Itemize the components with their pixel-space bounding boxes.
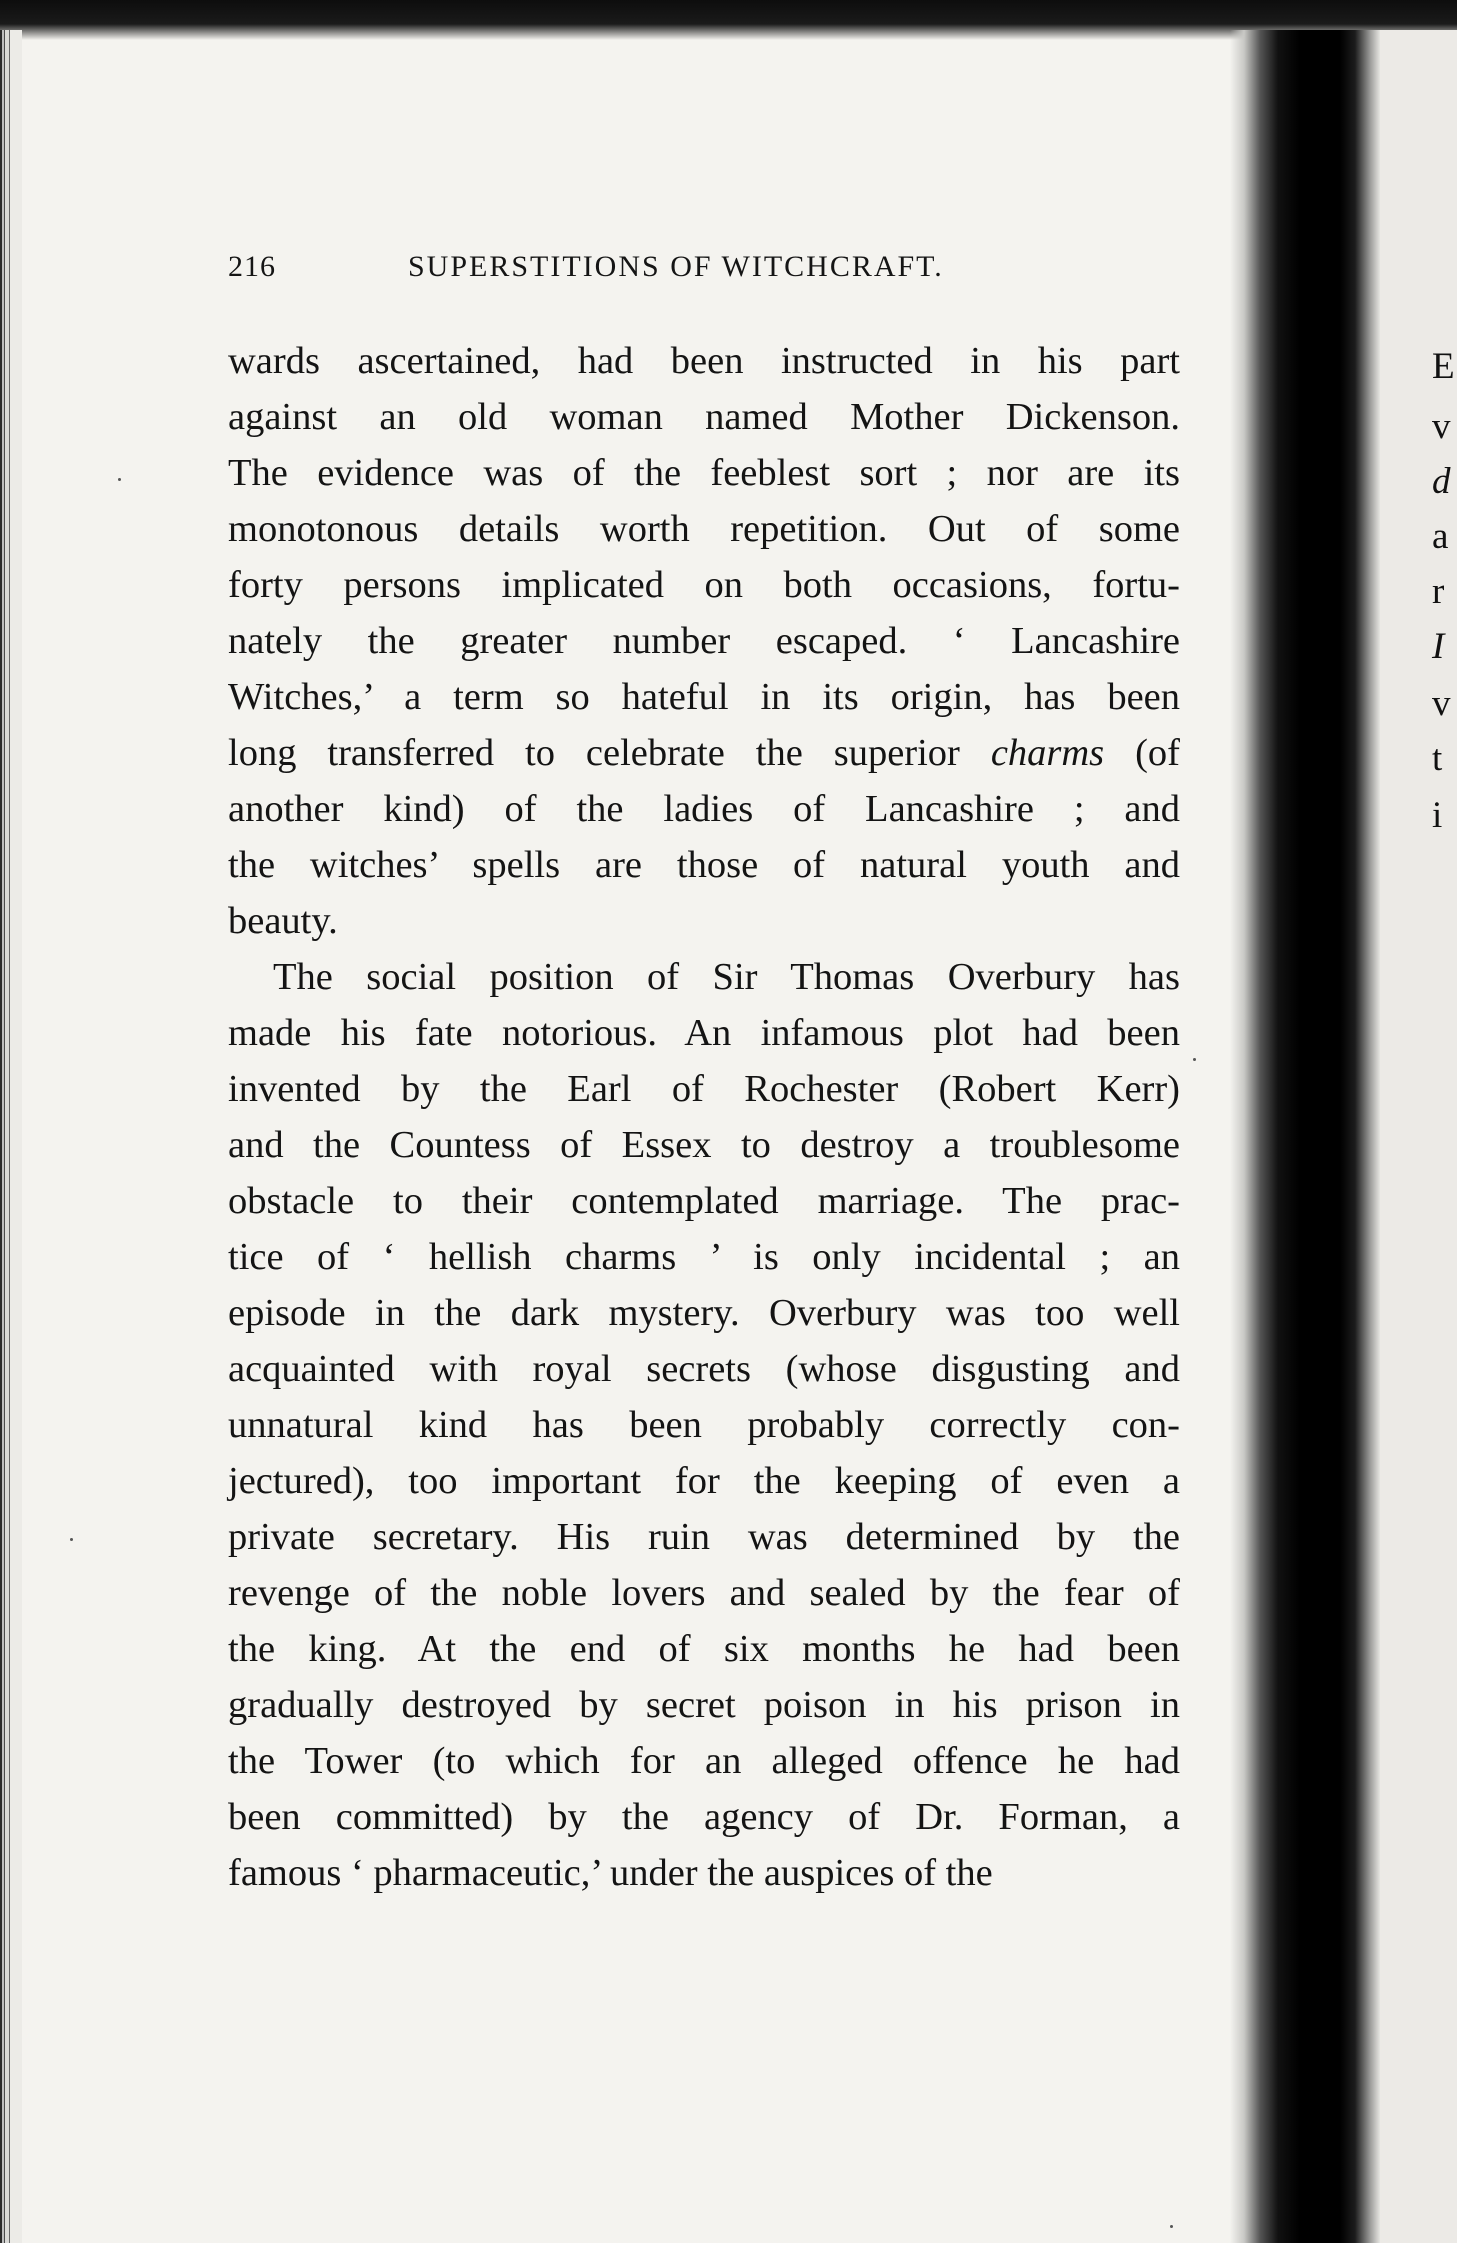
paper-speck (118, 478, 121, 481)
text-line: The social position of Sir Thomas Overbury has (273, 956, 1180, 998)
text-line: tice of ‘ hellish charms ’ is only incidental ; an (228, 1236, 1180, 1278)
text-line: monotonous details worth repetition. Out of some (228, 508, 1180, 550)
text-segment: long transferred to celebrate the superior (228, 732, 991, 774)
text-line: The evidence was of the feeblest sort ; nor are its (228, 452, 1180, 494)
text-line: obstacle to their contemplated marriage. The prac- (228, 1180, 1180, 1222)
paragraph-1 (228, 333, 1180, 949)
facing-page-letter: d (1432, 461, 1451, 502)
text-line: famous ‘ pharmaceutic,’ under the auspices of the (228, 1852, 993, 1894)
facing-page-letter: t (1432, 738, 1443, 779)
text-segment: (of (1104, 732, 1180, 774)
text-line: jectured), too important for the keeping of even a (228, 1460, 1180, 1502)
paragraph-2 (228, 949, 1180, 1901)
text-line: beauty. (228, 900, 338, 942)
text-line: invented by the Earl of Rochester (Robert Kerr) (228, 1068, 1180, 1110)
facing-page-letter: a (1432, 516, 1449, 557)
text-line: the king. At the end of six months he had been (228, 1628, 1180, 1670)
text-line: episode in the dark mystery. Overbury was too well (228, 1292, 1180, 1334)
text-line: wards ascertained, had been instructed in his part (228, 340, 1180, 382)
page-edge-left (0, 30, 22, 2243)
text-line: revenge of the noble lovers and sealed by the fear of (228, 1572, 1180, 1614)
text-line: the witches’ spells are those of natural youth and (228, 844, 1180, 886)
body-text (228, 333, 1180, 1901)
paper-speck (1193, 1058, 1196, 1061)
page-number: 216 (228, 250, 276, 283)
text-line (228, 725, 1180, 781)
running-title: SUPERSTITIONS OF WITCHCRAFT. (408, 250, 944, 283)
facing-page-letter: i (1432, 795, 1443, 836)
facing-page-letter: v (1432, 406, 1451, 447)
text-line: forty persons implicated on both occasions, fortu- (228, 564, 1180, 606)
facing-page-letter: I (1432, 626, 1445, 667)
text-line: private secretary. His ruin was determined by the (228, 1516, 1180, 1558)
text-line: been committed) by the agency of Dr. Forman, a (228, 1796, 1180, 1838)
text-line: made his fate notorious. An infamous plot had been (228, 1012, 1180, 1054)
facing-page-letter: E (1432, 346, 1455, 387)
text-line: Witches,’ a term so hateful in its origin, has been (228, 676, 1180, 718)
paper-speck (70, 1538, 73, 1541)
text-line: against an old woman named Mother Dickenson. (228, 396, 1180, 438)
text-line: unnatural kind has been probably correctly con- (228, 1404, 1180, 1446)
facing-page-letter: r (1432, 571, 1445, 612)
running-head (228, 250, 1018, 284)
text-line: nately the greater number escaped. ‘ Lancashire (228, 620, 1180, 662)
text-line: the Tower (to which for an alleged offence he had (228, 1740, 1180, 1782)
paper-speck (1170, 2225, 1173, 2228)
text-line: gradually destroyed by secret poison in his prison in (228, 1684, 1180, 1726)
text-line: acquainted with royal secrets (whose disgusting and (228, 1348, 1180, 1390)
text-line: another kind) of the ladies of Lancashire ; and (228, 788, 1180, 830)
text-line: and the Countess of Essex to destroy a troublesome (228, 1124, 1180, 1166)
italic-word: charms (990, 732, 1105, 774)
facing-page-letter: v (1432, 683, 1451, 724)
book-gutter-shadow (1230, 30, 1380, 2243)
